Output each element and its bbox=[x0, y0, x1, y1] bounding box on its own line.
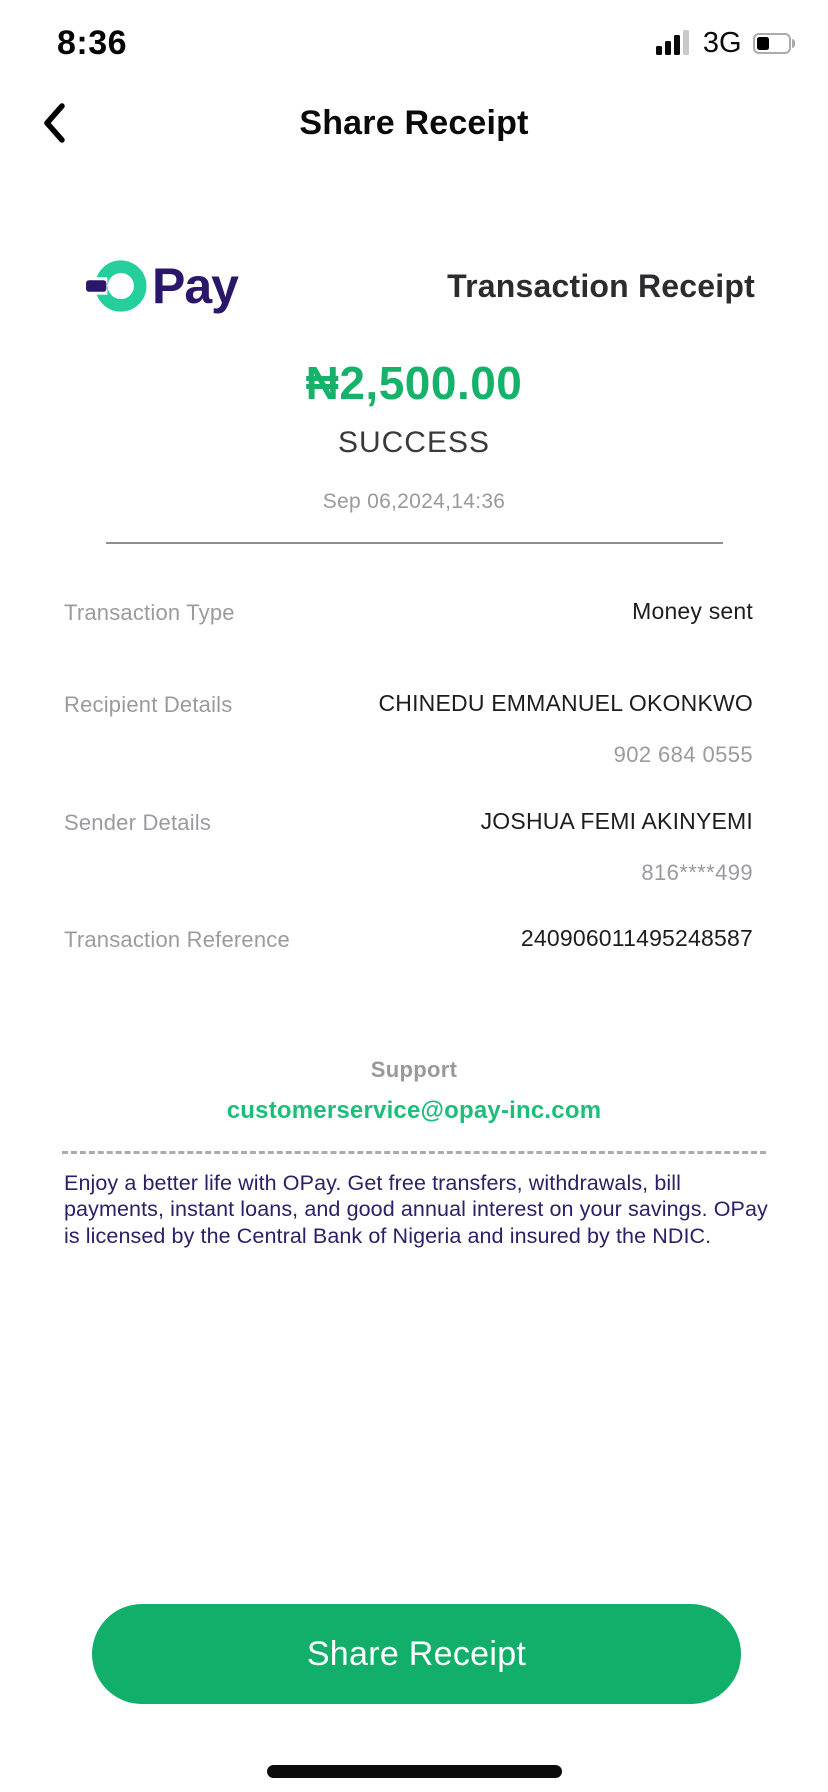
status-time: 8:36 bbox=[57, 23, 128, 62]
cellular-signal-icon bbox=[656, 30, 692, 56]
nav-bar bbox=[0, 98, 828, 148]
status-bar bbox=[0, 0, 828, 62]
status-icons bbox=[656, 27, 795, 60]
transaction-reference: 240906011495248587 bbox=[520, 925, 753, 951]
detail-row-sender bbox=[64, 808, 753, 886]
opay-logo-mark bbox=[86, 257, 148, 315]
transaction-status: SUCCESS bbox=[337, 426, 491, 459]
chevron-left-icon bbox=[40, 102, 68, 144]
sender-account-number: 816****499 bbox=[641, 860, 753, 885]
details-list bbox=[0, 598, 828, 953]
solid-divider bbox=[106, 542, 723, 544]
sender-name: JOSHUA FEMI AKINYEMI bbox=[480, 808, 753, 834]
detail-row-reference bbox=[64, 925, 753, 953]
brand-row bbox=[0, 258, 828, 314]
receipt-card bbox=[0, 258, 828, 1249]
receipt-title: Transaction Receipt bbox=[447, 267, 755, 304]
detail-value: Money sent bbox=[632, 598, 753, 624]
battery-fill bbox=[757, 37, 769, 50]
detail-row-recipient bbox=[64, 690, 753, 768]
recipient-account-number: 902 684 0555 bbox=[613, 742, 753, 767]
home-indicator[interactable] bbox=[267, 1765, 562, 1778]
battery-icon bbox=[753, 33, 796, 54]
page-title: Share Receipt bbox=[299, 104, 529, 142]
footer-note: Enjoy a better life with OPay. Get free transfers, withdrawals, bill payments, instant loans, and good annual interest on your savings. OPay is licensed by the Central Bank of Nigeria and insured by the NDIC. bbox=[64, 1171, 768, 1248]
network-type-label: 3G bbox=[702, 26, 742, 59]
support-section bbox=[0, 1057, 828, 1125]
share-receipt-button[interactable]: Share Receipt bbox=[92, 1604, 741, 1704]
opay-logo-text: Pay bbox=[152, 258, 238, 314]
detail-label: Transaction Reference bbox=[64, 927, 290, 952]
detail-row-transaction-type bbox=[64, 598, 753, 626]
transaction-datetime: Sep 06,2024,14:36 bbox=[322, 490, 506, 513]
transaction-amount: ₦2,500.00 bbox=[305, 357, 523, 409]
detail-label: Recipient Details bbox=[64, 692, 233, 717]
support-label: Support bbox=[370, 1057, 458, 1082]
detail-label: Sender Details bbox=[64, 810, 212, 835]
support-email-link[interactable]: customerservice@opay-inc.com bbox=[226, 1097, 602, 1124]
dashed-divider bbox=[62, 1151, 766, 1154]
opay-logo bbox=[86, 257, 238, 315]
detail-label: Transaction Type bbox=[64, 600, 235, 625]
recipient-name: CHINEDU EMMANUEL OKONKWO bbox=[378, 690, 753, 716]
back-button[interactable] bbox=[40, 99, 96, 147]
